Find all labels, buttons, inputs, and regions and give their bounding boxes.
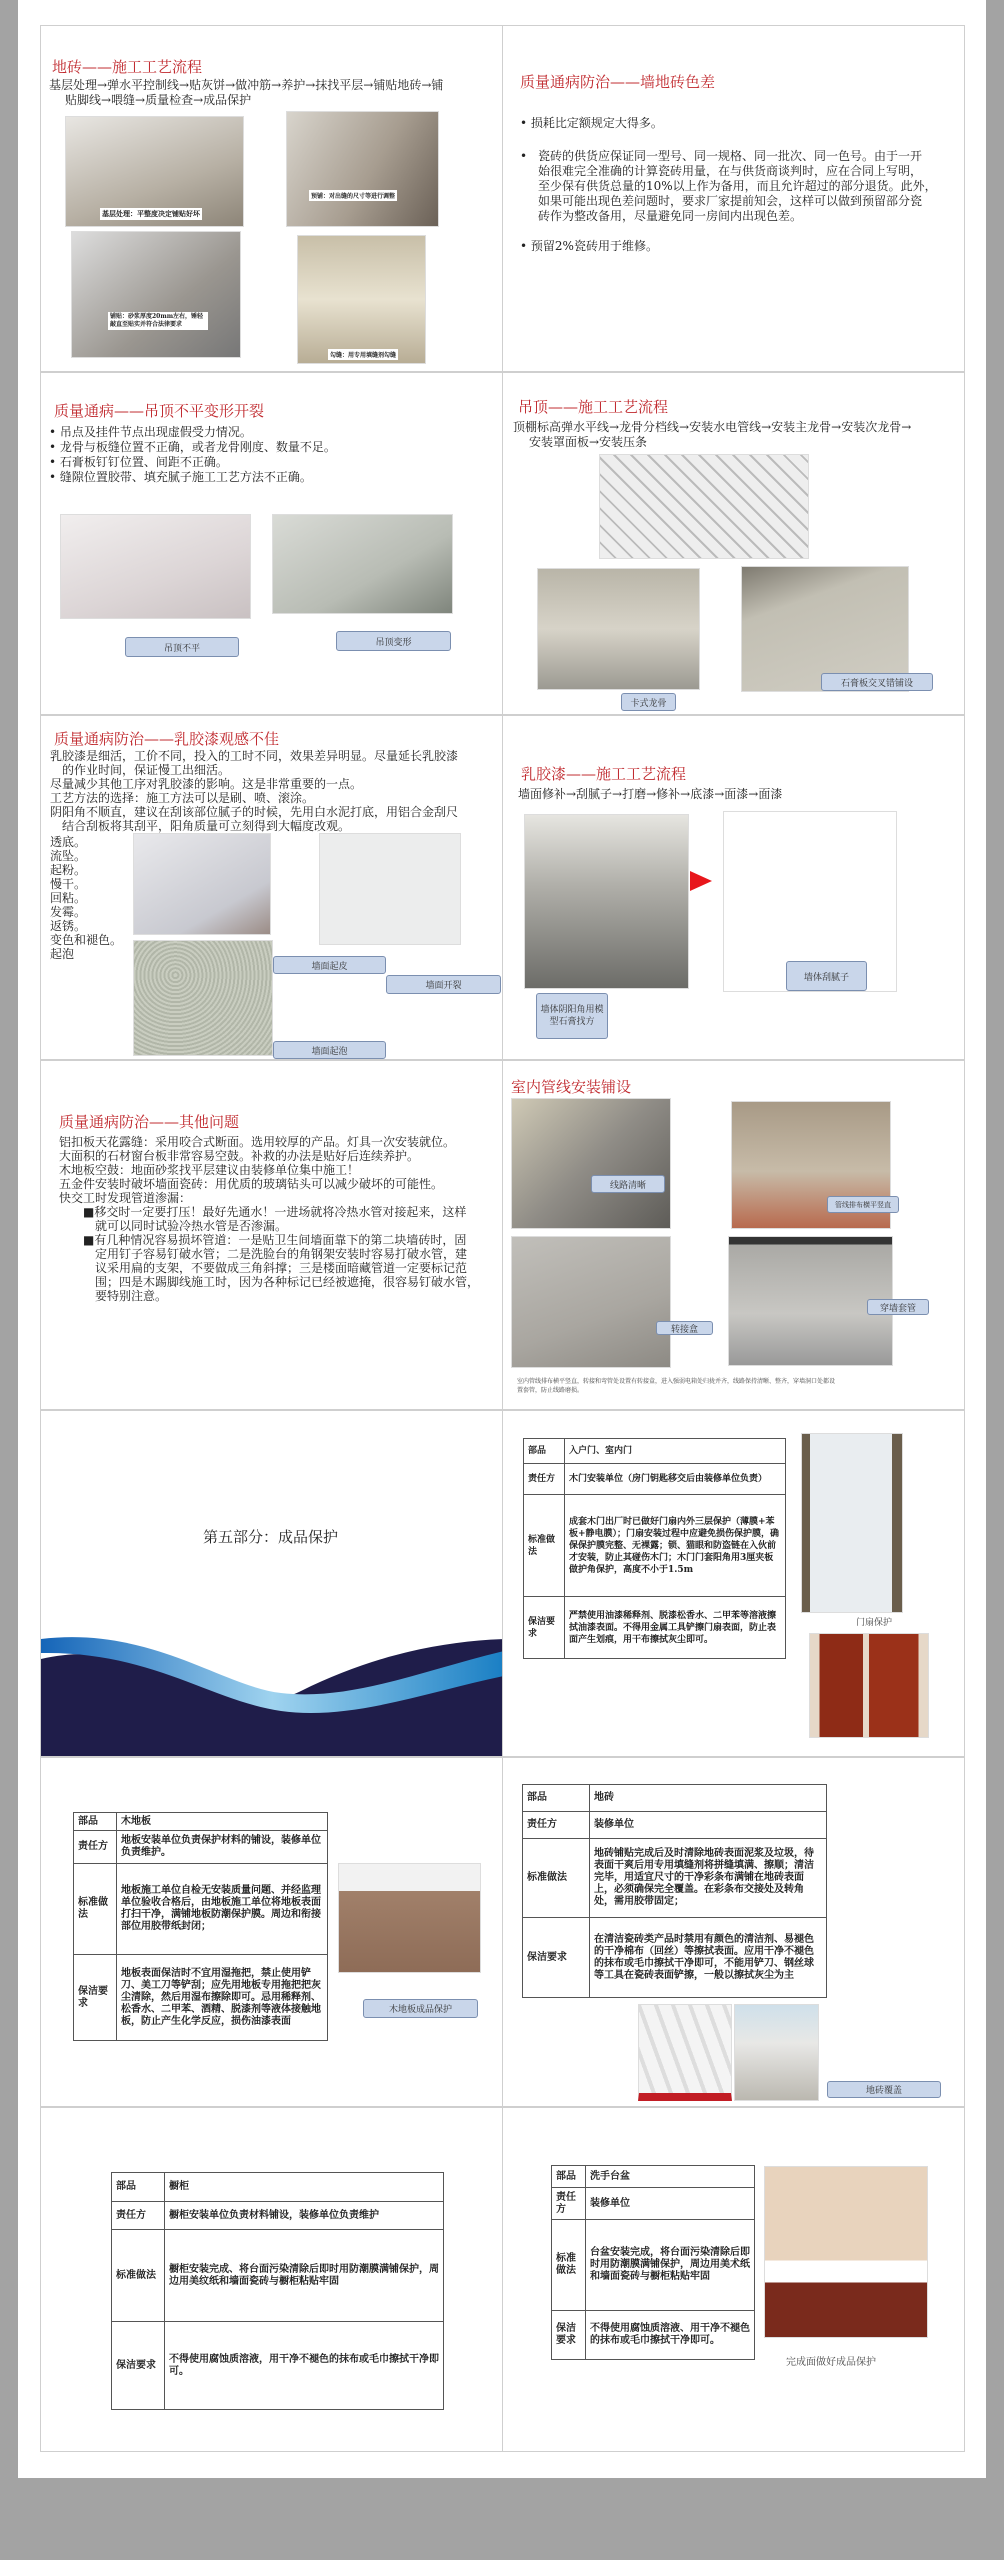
slide-wood-floor-protection	[40, 1757, 503, 2107]
slide-latex-paint-defects	[40, 715, 503, 1060]
body-line: 的作业时间，保证慢工出细活。	[50, 763, 231, 777]
table-cell: 部品	[552, 2166, 586, 2188]
bullet-text: 预留2%瓷砖用于维修。	[530, 239, 658, 253]
list-item: 起粉。	[50, 863, 87, 877]
wood-floor-table	[73, 1812, 328, 2041]
table-cell: 装修单位	[590, 1812, 827, 1839]
table-cell: 责任方	[524, 1464, 565, 1495]
photo-wrapped-door	[801, 1433, 903, 1613]
callout-card-keel: 卡式龙骨	[621, 693, 676, 711]
table-cell: 保洁要求	[552, 2311, 586, 2360]
list-item: 变色和褪色。	[50, 933, 123, 947]
bullet-text: 石膏板钉钉位置、间距不正确。	[59, 455, 228, 469]
photo-ceiling-uneven	[60, 514, 251, 619]
table-cell: 地砖	[590, 1785, 827, 1812]
table-cell: 装修单位	[586, 2188, 755, 2220]
table-cell: 木地板	[117, 1813, 328, 1831]
caption: 预铺：对出缝的尺寸等进行调整	[309, 190, 397, 201]
table-cell: 入户门、室内门	[565, 1439, 786, 1464]
slide-title: 质量通病防治——乳胶漆观感不佳	[54, 730, 280, 748]
slide-title: 乳胶漆——施工工艺流程	[521, 765, 687, 783]
callout-wall-putty: 墙体刮腻子	[786, 961, 867, 991]
slide-cabinet-protection	[40, 2107, 503, 2452]
table-cell: 部品	[74, 1813, 117, 1831]
slide-tile-color-difference: 质量通病防治——墙地砖色差 • 损耗比定额规定大得多。 • 瓷砖的供货应保证同一型号、同一规格、同一批次、同一色号。由于一开 始很难完全准确的计算瓷砖用量，在与供货商谈判时，应在合同上写明， 至少保有供货总量的10%以上作为备用，而且允许超过的部分退货。此外， 如果可能出现色差问题时，要求厂家提前知会，这样可以做到预留部分瓷 砖作为整改备用，尽量避免同一房间内出现色差。 • 预留2%瓷砖用于维修。	[502, 25, 965, 372]
bullet-item: • 缝隙位置胶带、填充腻子施工工艺方法不正确。	[49, 470, 312, 484]
table-cell: 橱柜安装单位负责材料铺设，装修单位负责维护	[165, 2202, 444, 2230]
list-item: 起泡	[50, 947, 75, 961]
slide-part5-cover	[40, 1410, 503, 1757]
bullet-text: 损耗比定额规定大得多。	[530, 116, 663, 130]
bullet-item: • 预留2%瓷砖用于维修。	[520, 239, 658, 253]
section-title: 第五部分：成品保护	[203, 1528, 339, 1546]
photo-wood-floor	[338, 1863, 481, 1973]
photo-pre-lay	[286, 111, 439, 227]
door-protection-table	[523, 1438, 786, 1659]
bullet-line: 如果可能出现色差问题时，要求厂家提前知会，这样可以做到预留部分瓷	[538, 194, 923, 208]
list-item: 透底。	[50, 835, 87, 849]
bullet-item: • 吊点及挂件节点出现虚假受力情况。	[49, 425, 252, 439]
table-cell: 责任方	[552, 2188, 586, 2220]
slide-floor-tile-process	[40, 25, 503, 372]
photo-ceiling-deformed	[272, 514, 453, 614]
caption: 门扇保护	[856, 1618, 893, 1628]
table-cell: 责任方	[74, 1831, 117, 1864]
bullet-item: • 龙骨与板缝位置不正确，或者龙骨刚度、数量不足。	[49, 440, 336, 454]
flow-text: 贴脚线→喂缝→质量检查→成品保护	[65, 93, 252, 107]
table-cell: 标准做法	[552, 2220, 586, 2311]
photo-wooden-doors	[809, 1633, 929, 1738]
cabinet-table	[111, 2172, 444, 2410]
photo-covered-floor	[734, 2004, 819, 2101]
table-cell: 保洁要求	[74, 1955, 117, 2041]
flow-text: 墙面修补→刮腻子→打磨→修补→底漆→面漆→面漆	[518, 787, 783, 801]
photo-bathroom-basin	[764, 2166, 928, 2338]
sub-line: 围；四是木踢脚线施工时，因为各种标记已经被遮掩，很容易钉破水管，	[83, 1275, 480, 1289]
slide-basin-protection	[502, 2107, 965, 2452]
photo-wall-corner	[524, 814, 689, 989]
body-line: 工艺方法的选择：施工方法可以是刷、喷、滚涂。	[50, 791, 315, 805]
callout-wall-corner: 墙体阴阳角用模型石膏找方	[536, 993, 608, 1039]
slide-door-protection	[502, 1410, 965, 1757]
bullet-item: • 损耗比定额规定大得多。	[520, 116, 663, 130]
flow-text: 顶棚标高弹水平线→龙骨分档线→安装水电管线→安装主龙骨→安装次龙骨→	[513, 420, 912, 434]
list-item: 回粘。	[50, 891, 87, 905]
slide-title: 质量通病防治——墙地砖色差	[520, 73, 716, 91]
list-item: 返锈。	[50, 919, 87, 933]
slide-floor-tile-protection	[502, 1757, 965, 2107]
photo-pipeline-3	[511, 1236, 671, 1368]
sub-line: ■有几种情况容易损坏管道：一是贴卫生间墙面靠下的第二块墙砖时，固	[83, 1233, 467, 1247]
bullet-text: 吊点及挂件节点出现虚假受力情况。	[59, 425, 252, 439]
photo-film-rolls	[638, 2004, 732, 2101]
caption: 置套管，防止线路磨损。	[517, 1387, 584, 1394]
sub-line: 议采用扁的支架，不要做成三角斜撑；三是楼面暗藏管道一定要标记范	[83, 1261, 468, 1275]
table-cell: 洗手台盆	[586, 2166, 755, 2188]
flow-text: 安装罩面板→安装压条	[529, 435, 648, 449]
callout-gypsum-board: 石膏板交叉错铺设	[821, 673, 933, 691]
callout-tile-cover: 地砖覆盖	[827, 2081, 941, 2098]
photo-bubbling-wall	[133, 940, 273, 1056]
table-cell: 橱柜安装完成、将台面污染清除后即时用防潮膜满铺保护，周边用美纹纸和墙面瓷砖与橱柜粘贴牢固	[165, 2230, 444, 2322]
body-line: 木地板空鼓：地面砂浆找平层建议由装修单位集中施工！	[59, 1163, 360, 1177]
table-cell: 部品	[524, 1439, 565, 1464]
table-cell: 在清洁瓷砖类产品时禁用有颜色的清洁剂、易褪色的干净棉布（回丝）等擦拭表面。应用干净不褪色的抹布或毛巾擦拭干净即可，不能用铲刀、钢丝球等工具在瓷砖表面铲擦，一般以擦拭灰尘为主	[590, 1918, 827, 1998]
slide-indoor-pipelines	[502, 1060, 965, 1410]
body-line: 结合刮板将其刮平，阳角质量可立刻得到大幅度改观。	[50, 819, 351, 833]
callout-wood-floor: 木地板成品保护	[363, 1999, 478, 2018]
caption: 勾缝：用专用填缝剂勾缝	[328, 349, 398, 360]
body-line: 阴阳角不顺直，建议在刮该部位腻子的时候，先用白水泥打底，用铝合金刮尺	[50, 805, 459, 819]
sub-line: 定用钉子容易钉破水管；二是洗脸台的角钢架安装时容易打破水管，建	[83, 1247, 468, 1261]
table-cell: 台盆安装完成，将台面污染清除后即时用防潮膜满铺保护，周边用美术纸和墙面瓷砖与橱柜粘贴牢固	[586, 2220, 755, 2311]
photo-cracked-wall	[319, 833, 461, 945]
callout-junction-box: 转接盒	[656, 1321, 713, 1335]
table-cell: 标准做法	[74, 1864, 117, 1955]
body-line: 快交工时发现管道渗漏：	[59, 1191, 192, 1205]
slide-title: 地砖——施工工艺流程	[52, 58, 203, 76]
sub-line: ■移交时一定要打压！最好先通水！一进场就将冷热水管对接起来，这样	[83, 1205, 467, 1219]
photo-tile-lay	[71, 231, 241, 358]
caption: 基层处理：平整度决定铺贴好坏	[102, 209, 200, 218]
table-cell: 保洁要求	[524, 1597, 565, 1659]
sub-line: 就可以同时试验冷热水管是否渗漏。	[83, 1219, 288, 1233]
table-cell: 橱柜	[165, 2173, 444, 2202]
table-cell: 地砖铺贴完成后及时清除地砖表面泥浆及垃圾，待表面干爽后用专用填缝剂将拼缝填满、擦顺；清洁完毕，用适宜尺寸的干净彩条布满铺在地砖表面上，必须确保完全覆盖。在彩条布交接处及转角处，需用胶带固定；	[590, 1839, 827, 1918]
floor-tile-table	[522, 1784, 827, 1998]
photo-grout	[297, 235, 426, 364]
bullet-line: 始很难完全准确的计算瓷砖用量，在与供货商谈判时，应在合同上写明，	[538, 164, 923, 178]
bullet-line: 至少保有供货总量的10%以上作为备用，而且允许超过的部分退货。此外，	[538, 179, 937, 193]
table-cell: 责任方	[523, 1812, 590, 1839]
body-line: 乳胶漆是细活，工价不同，投入的工时不同，效果差异明显。尽量延长乳胶漆	[50, 749, 459, 763]
table-cell: 标准做法	[524, 1495, 565, 1597]
table-cell: 保洁要求	[523, 1918, 590, 1998]
table-cell: 地板表面保洁时不宜用湿拖把，禁止使用铲刀、美工刀等铲刮；应先用地板专用拖把把灰尘清除，然后用湿布擦除即可。忌用稀释剂、松香水、二甲苯、酒精、脱漆剂等液体接触地板，防止产生化学反应，损伤油漆表面	[117, 1955, 328, 2041]
table-cell: 不得使用腐蚀质溶液、用干净不褪色的抹布或毛巾擦拭干净即可。	[586, 2311, 755, 2360]
photo-card-keel	[537, 568, 700, 690]
table-cell: 标准做法	[523, 1839, 590, 1918]
caption: 室内管线排布横平竖直，转接和弯管处设置有转接盒，进入强弱电箱处归拢并齐，线路保持清晰、整齐，穿墙洞口处都设	[517, 1378, 836, 1385]
list-item: 发霉。	[50, 905, 87, 919]
photo-peeling-wall	[133, 833, 271, 935]
slide-other-issues	[40, 1060, 503, 1410]
slide-latex-paint-process	[502, 715, 965, 1060]
list-item: 慢干。	[50, 877, 87, 891]
bullet-text: 龙骨与板缝位置不正确，或者龙骨刚度、数量不足。	[59, 440, 336, 454]
table-cell: 不得使用腐蚀质溶液，用干净不褪色的抹布或毛巾擦拭干净即可。	[165, 2322, 444, 2410]
defect-list	[50, 835, 122, 961]
table-cell: 保洁要求	[112, 2322, 165, 2410]
photo-pipeline-1	[511, 1098, 671, 1229]
table-cell: 责任方	[112, 2202, 165, 2230]
bullet-text: 缝隙位置胶带、填充腻子施工工艺方法不正确。	[59, 470, 312, 484]
table-cell: 严禁使用油漆稀释剂、脱漆松香水、二甲苯等溶液擦拭油漆表面。不得用金属工具铲擦门扇表面，防止表面产生划痕，用干布擦拭灰尘即可。	[565, 1597, 786, 1659]
bullet-line: 瓷砖的供货应保证同一型号、同一规格、同一批次、同一色号。由于一开	[538, 149, 923, 163]
table-cell: 地板安装单位负责保护材料的铺设，装修单位负责维护。	[117, 1831, 328, 1864]
slide-title: 质量通病——吊顶不平变形开裂	[54, 402, 265, 420]
wave-graphic	[41, 1631, 503, 1757]
slide-ceiling-defects	[40, 372, 503, 715]
arrow-right-icon	[690, 871, 712, 891]
caption: 完成面做好成品保护	[786, 2357, 876, 2368]
list-item: 流坠。	[50, 849, 87, 863]
flow-text: 基层处理→弹水平控制线→贴灰饼→做冲筋→养护→抹找平层→铺贴地砖→铺	[49, 78, 444, 92]
callout-clear-lines: 线路清晰	[591, 1175, 665, 1193]
bullet-item: • 石膏板钉钉位置、间距不正确。	[49, 455, 228, 469]
table-cell: 木门安装单位（房门钥匙移交后由装修单位负责）	[565, 1464, 786, 1495]
callout-peeling: 墙面起皮	[273, 956, 386, 974]
sub-line: 要特别注意。	[83, 1289, 168, 1303]
callout-cracking: 墙面开裂	[386, 975, 501, 994]
photo-base-treatment	[65, 116, 244, 227]
callout-bubbling: 墙面起泡	[273, 1041, 386, 1059]
body-line: 大面积的石材窗台板非常容易空鼓。补救的办法是贴好后连续养护。	[59, 1149, 420, 1163]
ceiling-keel-diagram	[599, 454, 809, 559]
table-cell: 部品	[523, 1785, 590, 1812]
callout-ceiling-uneven: 吊顶不平	[125, 637, 239, 657]
table-cell: 地板施工单位自检无安装质量问题、并经监理单位验收合格后，由地板施工单位将地板表面打扫干净，满铺地板防潮保护膜。周边和衔接部位用胶带纸封闭；	[117, 1864, 328, 1955]
body-line: 五金件安装时破坏墙面瓷砖：用优质的玻璃钻头可以减少破坏的可能性。	[59, 1177, 444, 1191]
basin-table	[551, 2165, 755, 2360]
slide-ceiling-process	[502, 372, 965, 715]
caption: 铺贴：砂浆厚度20mm左右，锤轻敲直至贴实并符合法律要求	[108, 312, 208, 330]
callout-wall-sleeve: 穿墙套管	[867, 1299, 929, 1315]
callout-ceiling-deformed: 吊顶变形	[336, 631, 451, 651]
body-line: 铝扣板天花露缝：采用咬合式断面。选用较厚的产品。灯具一次安装就位。	[59, 1135, 456, 1149]
table-cell: 部品	[112, 2173, 165, 2202]
slide-title: 室内管线安装铺设	[511, 1078, 632, 1096]
callout-straight-layout: 管线排布横平竖直	[827, 1196, 899, 1213]
table-cell: 成套木门出厂时已做好门扇内外三层保护（薄膜+苯板+静电膜）；门扇安装过程中应避免损伤保护膜，确保保护膜完整、无裸露；锁、猫眼和防盗链在入伙前才安装，防止其碰伤木门；木门门套阳角用3厘夹板做护角保护，高度不小于1.5m	[565, 1495, 786, 1597]
table-cell: 标准做法	[112, 2230, 165, 2322]
body-line: 尽量减少其他工序对乳胶漆的影响。这是非常重要的一点。	[50, 777, 363, 791]
bullet-line: 砖作为整改备用，尽量避免同一房间内出现色差。	[538, 209, 803, 223]
slide-title: 质量通病防治——其他问题	[59, 1113, 240, 1131]
slide-title: 吊顶——施工工艺流程	[518, 398, 669, 416]
